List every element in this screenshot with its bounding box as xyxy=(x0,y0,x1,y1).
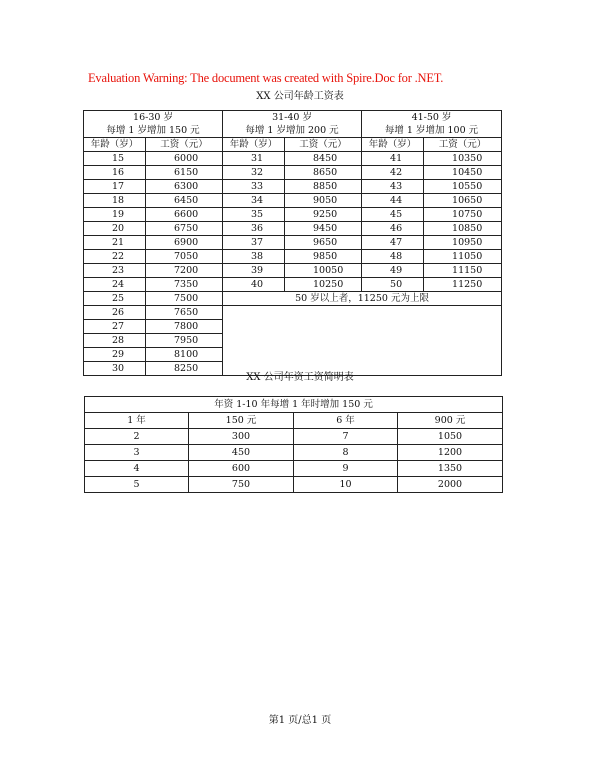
age-cell: 46 xyxy=(362,222,424,236)
age-range: 31-40 岁 xyxy=(272,112,312,123)
age-salary-table xyxy=(83,110,502,376)
age-table-title: XX 公司年龄工资表 xyxy=(256,91,344,102)
age-cell: 41 xyxy=(362,152,424,166)
salary-cell: 10350 xyxy=(424,152,502,166)
age-cell: 17 xyxy=(84,180,146,194)
amount-cell: 150 元 xyxy=(189,413,294,429)
salary-cell: 8650 xyxy=(285,166,362,180)
year-cell: 3 xyxy=(85,445,189,461)
salary-cell: 10450 xyxy=(424,166,502,180)
age-cell: 27 xyxy=(84,320,146,334)
column-header-salary: 工资（元） xyxy=(146,138,223,152)
increment-rule: 每增 1 岁增加 150 元 xyxy=(106,125,200,136)
year-cell: 7 xyxy=(294,429,398,445)
amount-cell: 1200 xyxy=(398,445,503,461)
age-cell: 43 xyxy=(362,180,424,194)
table-row xyxy=(84,292,502,306)
amount-cell: 2000 xyxy=(398,477,503,493)
table-row xyxy=(85,477,503,493)
age-cell: 42 xyxy=(362,166,424,180)
year-cell: 9 xyxy=(294,461,398,477)
age-range: 41-50 岁 xyxy=(411,112,452,123)
table-row xyxy=(84,180,502,194)
column-header-age: 年龄（岁） xyxy=(84,138,146,152)
age-cell: 25 xyxy=(84,292,146,306)
salary-cell: 10550 xyxy=(424,180,502,194)
salary-cell: 10850 xyxy=(424,222,502,236)
amount-cell: 450 xyxy=(189,445,294,461)
year-cell: 4 xyxy=(85,461,189,477)
table-row xyxy=(84,152,502,166)
salary-cell: 7200 xyxy=(146,264,223,278)
salary-cell: 9450 xyxy=(285,222,362,236)
table-row xyxy=(84,278,502,292)
salary-cell: 7650 xyxy=(146,306,223,320)
table-row xyxy=(84,250,502,264)
year-cell: 10 xyxy=(294,477,398,493)
age-cell: 22 xyxy=(84,250,146,264)
age-cell: 19 xyxy=(84,208,146,222)
amount-cell: 900 元 xyxy=(398,413,503,429)
table-row xyxy=(84,222,502,236)
empty-cell xyxy=(223,306,502,376)
table-row xyxy=(85,429,503,445)
salary-cell: 7800 xyxy=(146,320,223,334)
age-cell: 26 xyxy=(84,306,146,320)
column-header-age: 年龄（岁） xyxy=(223,138,285,152)
salary-cell: 11150 xyxy=(424,264,502,278)
page-footer: 第1 页/总1 页 xyxy=(268,715,332,726)
age-cell: 44 xyxy=(362,194,424,208)
salary-cell: 6300 xyxy=(146,180,223,194)
age-cell: 48 xyxy=(362,250,424,264)
increment-rule: 每增 1 岁增加 200 元 xyxy=(245,125,339,136)
age-cell: 15 xyxy=(84,152,146,166)
salary-cell: 8250 xyxy=(146,362,223,376)
year-cell: 8 xyxy=(294,445,398,461)
age-cell: 29 xyxy=(84,348,146,362)
age-cell: 32 xyxy=(223,166,285,180)
salary-cell: 6000 xyxy=(146,152,223,166)
salary-cap-note: 50 岁以上者，11250 元为上限 xyxy=(223,292,502,306)
age-cell: 18 xyxy=(84,194,146,208)
age-cell: 35 xyxy=(223,208,285,222)
salary-cell: 9050 xyxy=(285,194,362,208)
salary-cell: 7050 xyxy=(146,250,223,264)
age-cell: 47 xyxy=(362,236,424,250)
amount-cell: 750 xyxy=(189,477,294,493)
age-cell: 50 xyxy=(362,278,424,292)
age-cell: 36 xyxy=(223,222,285,236)
salary-cell: 11250 xyxy=(424,278,502,292)
table-row xyxy=(84,208,502,222)
table-row xyxy=(84,166,502,180)
table-header-row xyxy=(85,397,503,413)
salary-cell: 6600 xyxy=(146,208,223,222)
table-header: 年资 1-10 年每增 1 年时增加 150 元 xyxy=(85,397,503,413)
group-header xyxy=(84,111,223,138)
age-cell: 39 xyxy=(223,264,285,278)
table-row xyxy=(84,306,502,320)
salary-cell: 6750 xyxy=(146,222,223,236)
column-header-row xyxy=(84,138,502,152)
table-row xyxy=(84,264,502,278)
seniority-table-title: XX 公司年资工资简明表 xyxy=(246,372,354,383)
age-cell: 38 xyxy=(223,250,285,264)
age-range: 16-30 岁 xyxy=(133,112,173,123)
salary-cell: 7500 xyxy=(146,292,223,306)
salary-cell: 7950 xyxy=(146,334,223,348)
increment-rule: 每增 1 岁增加 100 元 xyxy=(384,125,479,136)
year-cell: 6 年 xyxy=(294,413,398,429)
age-cell: 49 xyxy=(362,264,424,278)
age-cell: 23 xyxy=(84,264,146,278)
year-cell: 5 xyxy=(85,477,189,493)
salary-cell: 6900 xyxy=(146,236,223,250)
salary-cell: 10250 xyxy=(285,278,362,292)
salary-cell: 10950 xyxy=(424,236,502,250)
salary-cell: 9650 xyxy=(285,236,362,250)
table-row xyxy=(84,194,502,208)
year-cell: 1 年 xyxy=(85,413,189,429)
salary-cell: 9850 xyxy=(285,250,362,264)
group-header-row xyxy=(84,111,502,138)
age-cell: 21 xyxy=(84,236,146,250)
group-header xyxy=(223,111,362,138)
age-cell: 28 xyxy=(84,334,146,348)
table-row xyxy=(85,445,503,461)
table-row xyxy=(84,236,502,250)
salary-cell: 10050 xyxy=(285,264,362,278)
column-header-salary: 工资（元） xyxy=(424,138,502,152)
column-header-salary: 工资（元） xyxy=(285,138,362,152)
year-cell: 2 xyxy=(85,429,189,445)
group-header xyxy=(362,111,502,138)
salary-cell: 9250 xyxy=(285,208,362,222)
age-cell: 30 xyxy=(84,362,146,376)
evaluation-warning: Evaluation Warning: The document was created with Spire.Doc for .NET. xyxy=(88,71,444,85)
salary-cell: 8850 xyxy=(285,180,362,194)
age-cell: 33 xyxy=(223,180,285,194)
salary-cell: 8450 xyxy=(285,152,362,166)
age-cell: 45 xyxy=(362,208,424,222)
age-cell: 20 xyxy=(84,222,146,236)
amount-cell: 1350 xyxy=(398,461,503,477)
amount-cell: 1050 xyxy=(398,429,503,445)
age-cell: 37 xyxy=(223,236,285,250)
salary-cell: 8100 xyxy=(146,348,223,362)
salary-cell: 10650 xyxy=(424,194,502,208)
salary-cell: 6150 xyxy=(146,166,223,180)
table-row xyxy=(85,461,503,477)
amount-cell: 300 xyxy=(189,429,294,445)
age-cell: 24 xyxy=(84,278,146,292)
salary-cell: 11050 xyxy=(424,250,502,264)
salary-cell: 6450 xyxy=(146,194,223,208)
column-header-age: 年龄（岁） xyxy=(362,138,424,152)
seniority-salary-table xyxy=(84,396,503,493)
age-cell: 34 xyxy=(223,194,285,208)
salary-cell: 10750 xyxy=(424,208,502,222)
amount-cell: 600 xyxy=(189,461,294,477)
age-cell: 40 xyxy=(223,278,285,292)
age-cell: 31 xyxy=(223,152,285,166)
age-cell: 16 xyxy=(84,166,146,180)
table-row xyxy=(85,413,503,429)
salary-cell: 7350 xyxy=(146,278,223,292)
